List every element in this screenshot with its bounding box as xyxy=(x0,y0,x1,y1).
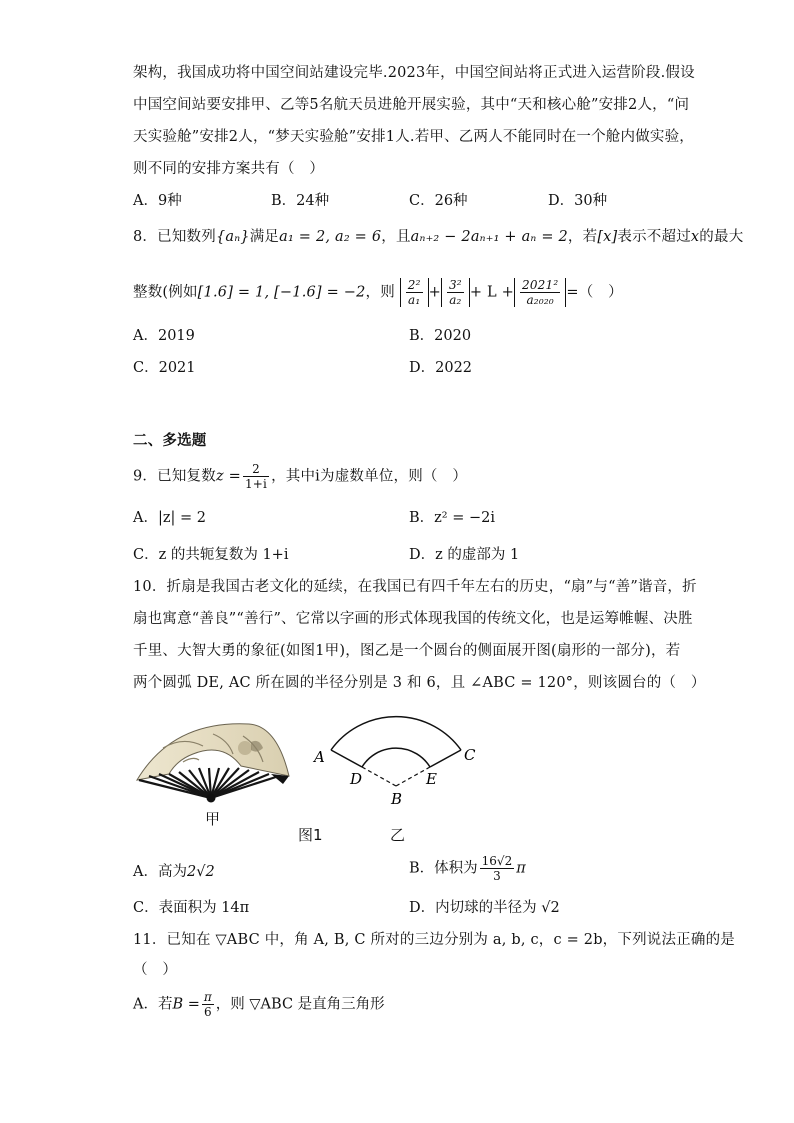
q8-dots: + L + xyxy=(469,284,514,301)
q10-option-d: D．内切球的半径为 √2 xyxy=(409,900,560,916)
q8-line-1 xyxy=(133,227,743,247)
q8-option-a: A．2019 xyxy=(133,328,195,344)
section-heading: 二、多选题 xyxy=(133,433,207,449)
q8-sequence: {aₙ} xyxy=(215,229,250,245)
point-a-label: A xyxy=(314,748,325,766)
figure-caption: 图1 xyxy=(298,826,323,844)
q8-term-2 xyxy=(441,278,470,307)
point-e-label: E xyxy=(426,770,437,788)
q11-line-1: 11．已知在 ▽ABC 中，角 A, B, C 所对的三边分别为 a, b, c，c = 2b，下列说法正确的是 xyxy=(133,932,735,948)
q7-option-c: C．26种 xyxy=(409,193,468,209)
point-b-label: B xyxy=(391,790,403,808)
q8-text-1: 满足 xyxy=(249,229,280,245)
q7-line-1: 架构，我国成功将中国空间站建设完毕.2023年，中国空间站将正式进入运营阶段.假设 xyxy=(133,65,695,81)
q10-option-b-label: B．体积为 xyxy=(409,860,478,877)
q9-line-1 xyxy=(133,462,467,491)
segment-ad xyxy=(331,750,362,767)
q9-z: z = xyxy=(215,468,241,485)
q8-term-3-den: a₂₀₂₀ xyxy=(520,292,560,307)
q8-option-b: B．2020 xyxy=(409,328,472,344)
q10-option-b-num: 16√2 xyxy=(481,854,513,868)
arc-ac xyxy=(331,717,461,750)
q8-tail: =（ ） xyxy=(566,284,623,301)
q8-option-d: D．2022 xyxy=(409,360,473,376)
figure-label-jia: 甲 xyxy=(205,810,221,828)
q8-term-1-den: a₁ xyxy=(406,292,423,307)
q10-option-b xyxy=(409,854,526,883)
q9-option-d: D．z 的虚部为 1 xyxy=(409,547,520,563)
q8-term-1-num: 2² xyxy=(407,278,421,292)
q7-line-4: 则不同的安排方案共有（ ） xyxy=(133,161,325,177)
q8-recurrence: aₙ₊₂ − 2aₙ₊₁ + aₙ = 2 xyxy=(410,229,568,245)
q10-option-b-pi: π xyxy=(516,860,526,877)
q8-term-1 xyxy=(400,278,429,307)
q8-text-7: ，则 xyxy=(365,284,395,301)
sector-figure xyxy=(310,690,490,820)
q11-option-a-den: 6 xyxy=(202,1004,214,1019)
q8-term-3-num: 2021² xyxy=(521,278,559,292)
point-d-label: D xyxy=(350,770,363,788)
q10-option-a xyxy=(133,862,215,882)
q11-option-a-b: B = xyxy=(172,996,200,1013)
q8-text-6: 整数(例如 xyxy=(133,284,198,301)
q11-option-a-num: π xyxy=(203,990,212,1004)
segment-eb xyxy=(396,767,430,786)
q10-option-a-value: 2√2 xyxy=(186,864,215,880)
q9-num: 2 xyxy=(252,462,260,476)
q8-line-2: 整数(例如[1.6] = 1, [−1.6] = −2，则 $\frac{\text{2²}}{\text{a₁}}$ + $\frac{\text{3²}}{\text{a₂}}$ + L + $\frac{\text{2021²}}{\text{a₂₀₂₀}}$ =（ ） xyxy=(133,278,623,307)
arc-de xyxy=(362,748,430,767)
q11-option-a xyxy=(133,990,385,1019)
q8-term-2-num: 3² xyxy=(448,278,462,292)
q7-line-3: 天实验舱”安排2人，“梦天实验舱”安排1人.若甲、乙两人不能同时在一个舱内做实验， xyxy=(133,129,694,145)
segment-ce xyxy=(430,750,461,767)
q11-option-a-label: A．若 xyxy=(133,996,173,1013)
q8-example: [1.6] = 1, [−1.6] = −2 xyxy=(197,284,366,301)
q8-x: x xyxy=(690,229,700,245)
q10-line-3: 千里、大智大勇的象征(如图1甲)，图乙是一个圆台的侧面展开图(扇形的一部分)，若 xyxy=(133,643,681,659)
q9-rest: ，其中i为虚数单位，则（ ） xyxy=(271,468,468,485)
q8-text-3: ，若 xyxy=(567,229,598,245)
folding-fan-figure xyxy=(133,718,293,808)
q8-text-2: ，且 xyxy=(381,229,411,245)
q10-option-c: C．表面积为 14π xyxy=(133,900,250,916)
q7-option-b: B．24种 xyxy=(271,193,330,209)
q10-line-2: 扇也寓意“善良”“善行”、它常以字画的形式体现我国的传统文化，也是运筹帷幄、决胜 xyxy=(133,611,693,627)
q10-option-a-label: A．高为 xyxy=(133,864,187,880)
q8-prefix: 8．已知数列 xyxy=(133,229,216,245)
q9-den: 1+i xyxy=(244,477,268,491)
q8-initial: a₁ = 2, a₂ = 6 xyxy=(279,229,382,245)
q8-text-5: 的最大 xyxy=(699,229,744,245)
q8-term-3 xyxy=(514,278,566,307)
q9-option-b: B．z² = −2i xyxy=(409,510,495,526)
point-c-label: C xyxy=(464,746,476,764)
q8-option-c: C．2021 xyxy=(133,360,196,376)
figure-label-yi: 乙 xyxy=(390,826,406,844)
q7-option-d: D．30种 xyxy=(548,193,608,209)
segment-db xyxy=(362,767,396,786)
q8-text-4: 表示不超过 xyxy=(617,229,691,245)
q8-term-2-den: a₂ xyxy=(447,292,464,307)
q9-prefix: 9．已知复数 xyxy=(133,468,216,485)
q10-line-4: 两个圆弧 DE, AC 所在圆的半径分别是 3 和 6，且 ∠ABC = 120°，则该圆台的（ ） xyxy=(133,675,706,691)
q9-option-c: C．z 的共轭复数为 1+i xyxy=(133,547,289,563)
q11-line-2: （ ） xyxy=(133,962,178,978)
q10-option-b-den: 3 xyxy=(480,868,515,883)
q9-option-a: A．|z| = 2 xyxy=(133,510,206,526)
q7-option-a: A．9种 xyxy=(133,193,182,209)
q8-floor: [x] xyxy=(597,229,618,245)
q11-option-a-post: ，则 ▽ABC 是直角三角形 xyxy=(215,996,385,1013)
q10-line-1: 10．折扇是我国古老文化的延续，在我国已有四千年左右的历史，“扇”与“善”谐音，折 xyxy=(133,579,697,595)
q7-line-2: 中国空间站要安排甲、乙等5名航天员进舱开展实验，其中“天和核心舱”安排2人，“问 xyxy=(133,97,690,113)
